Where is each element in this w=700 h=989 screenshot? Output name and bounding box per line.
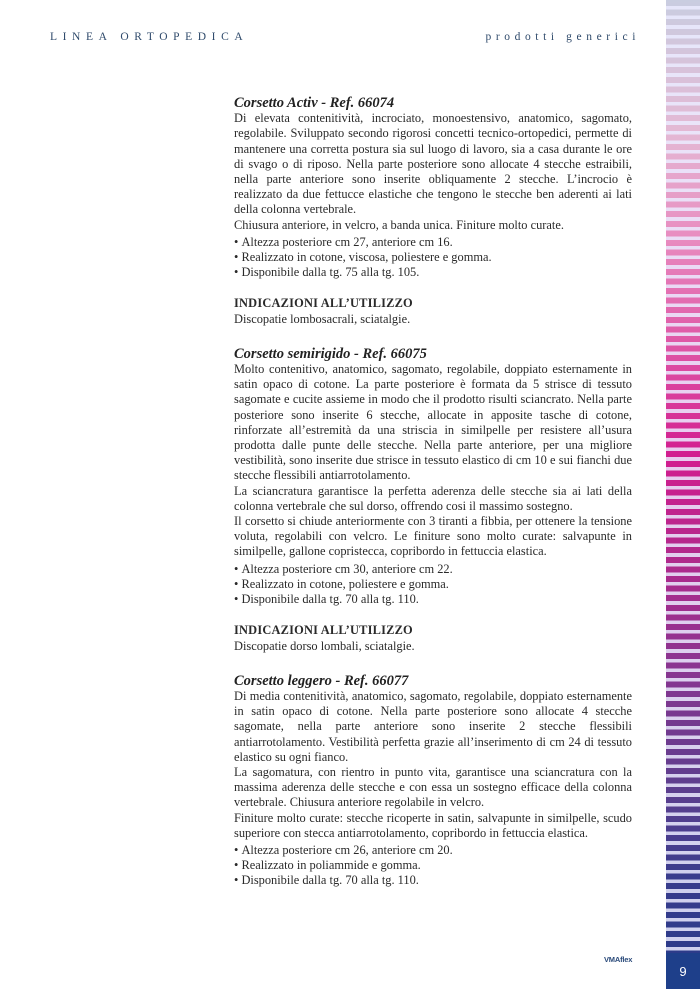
spec-item: • Disponibile dalla tg. 75 alla tg. 105. — [234, 265, 632, 280]
product-section-66075 — [234, 347, 632, 654]
description-paragraph: La sciancratura garantisce la perfetta aderenza delle stecche sia ai lati della colonna vertebrale che sul dorso, offrendo cosi il massimo sostegno. — [234, 483, 632, 513]
spec-item: • Disponibile dalla tg. 70 alla tg. 110. — [234, 873, 632, 888]
gradient-stripe-decoration — [666, 0, 700, 953]
spec-item: • Altezza posteriore cm 27, anteriore cm 16. — [234, 235, 632, 250]
description-paragraph: Di elevata contenitività, incrociato, monoestensivo, anatomico, sagomato, regolabile. Sviluppato secondo rigorosi concetti tecnico-ortopedici, permette di mantenere una corretta postura sia sul luogo di lavoro, sia a casa durante le ore di svago o di riposo. Nella parte posteriore sono allocate 4 stecche estraibili, nella parte anteriore sono inserite obliquamente 2 stecche. L’incrocio è realizzato da due fettucce elastiche che tengono le stecche ben aderenti ai lati della colonna vertebrale. — [234, 111, 632, 217]
page-number-label: 9 — [679, 963, 687, 979]
product-section-66077 — [234, 674, 632, 889]
description-paragraph: Di media contenitività, anatomico, sagomato, regolabile, doppiato esternamente in satin opaco di cotone. Nella parte posteriore sono allocate 4 stecche sagomate, nella parte anteriore sono inserite 2 stecche flessibili antiarrotolamento. Vestibilità perfetta grazie all’inserimento di cm 24 di tessuto elastico su ogni fianco. — [234, 688, 632, 764]
indications-text: Discopatie lombosacrali, sciatalgie. — [234, 311, 411, 326]
indications-heading: INDICAZIONI ALL’UTILIZZO — [234, 623, 413, 638]
product-title: Corsetto leggero - Ref. 66077 — [234, 672, 409, 689]
product-specs — [234, 843, 632, 889]
description-paragraph: Finiture molto curate: stecche ricoperte in satin, salvapunte in similpelle, scudo superiore con stecca antiarrotolamento, copribordo in fettuccia elastica. — [234, 810, 632, 840]
page-number — [666, 953, 700, 989]
product-description — [234, 111, 632, 233]
product-description — [234, 689, 632, 841]
product-description — [234, 362, 632, 560]
spec-item: • Altezza posteriore cm 30, anteriore cm 22. — [234, 562, 632, 577]
section-subtitle: prodotti generici — [485, 31, 640, 43]
brand-logo-text: VMAflex — [604, 955, 633, 964]
spec-item: • Disponibile dalla tg. 70 alla tg. 110. — [234, 592, 632, 607]
product-title: Corsetto Activ - Ref. 66074 — [234, 95, 395, 111]
spec-item: • Realizzato in cotone, poliestere e gomma. — [234, 577, 632, 592]
description-paragraph: La sagomatura, con rientro in punto vita, garantisce una sciancratura con la massima aderenza delle stecche e con essa un sostegno efficace della colonna vertebrale. Chiusura anteriore regolabile in velcro. — [234, 764, 632, 810]
spec-item: • Realizzato in poliammide e gomma. — [234, 858, 632, 873]
indications-text: Discopatie dorso lombali, sciatalgie. — [234, 638, 415, 653]
product-section-66074 — [234, 96, 632, 327]
spec-item: • Altezza posteriore cm 26, anteriore cm 20. — [234, 843, 632, 858]
indications-heading: INDICAZIONI ALL’UTILIZZO — [234, 296, 413, 311]
description-paragraph: Il corsetto si chiude anteriormente con 3 tiranti a fibbia, per ottenere la tensione voluta, regolabili con velcro. Le finiture sono molto curate: salvapunte in similpelle, gallone copristecca, copribordo in fettuccia elastica. — [234, 514, 632, 559]
spec-item: • Realizzato in cotone, viscosa, poliestere e gomma. — [234, 250, 632, 265]
section-title: LINEA ORTOPEDICA — [50, 31, 249, 43]
description-paragraph: Molto contenitivo, anatomico, sagomato, regolabile, doppiato esternamente in satin opaco di cotone. La parte posteriore è formata da 5 strisce di tessuto sagomate e cucite assieme in modo che il prodotto risulti sciancrato. Nella parte posteriore sono inserite 6 stecche, allocate in apposite tasche di cotone, rinforzate all’estremità da una striscia in similpelle per resistere all’usura prodotta dalle punte delle stecche. Nella parte anteriore, per una migliore vestibilità, sono inserite due strisce in tessuto elastico di cm 10 e sui fianchi due stecche flessibili antiarrotolamento. — [234, 362, 632, 483]
product-specs — [234, 235, 632, 281]
product-listing — [234, 96, 632, 909]
product-title: Corsetto semirigido - Ref. 66075 — [234, 345, 427, 362]
product-specs — [234, 562, 632, 608]
description-paragraph: Chiusura anteriore, in velcro, a banda unica. Finiture molto curate. — [234, 217, 564, 232]
